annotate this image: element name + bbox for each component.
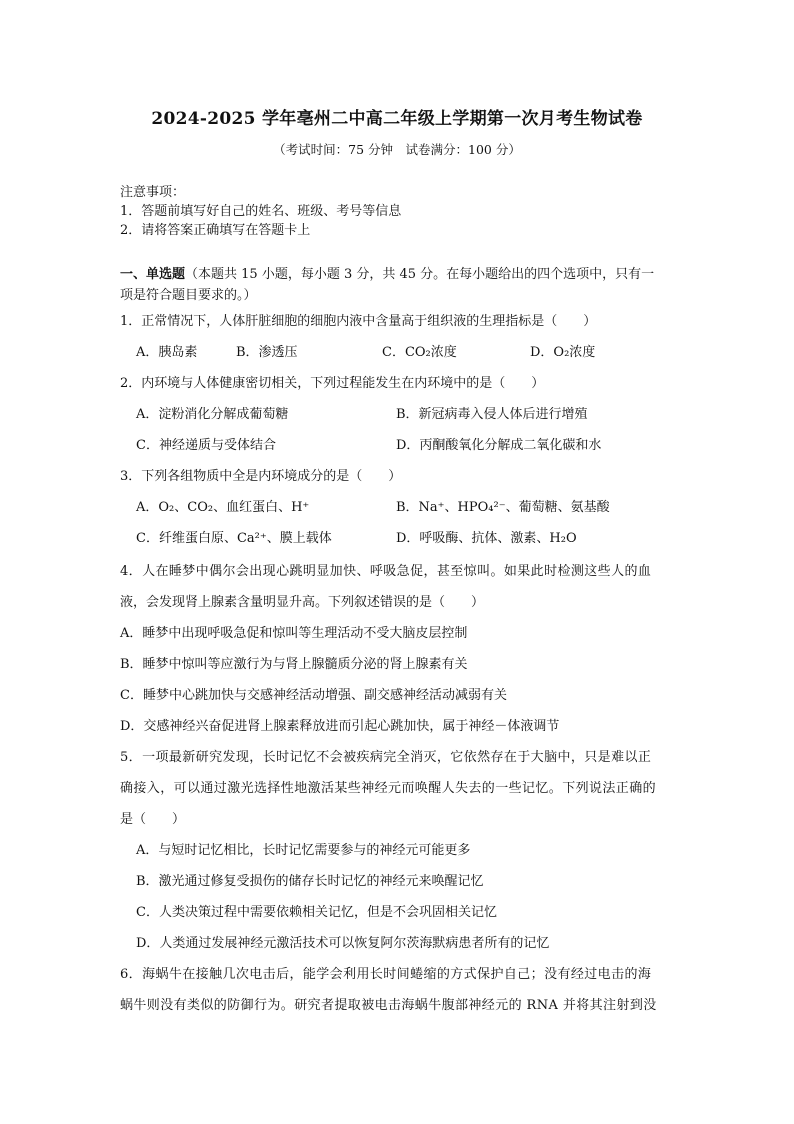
note-item: 2．请将答案正确填写在答题卡上 — [120, 223, 311, 238]
question-1-option-b: B．渗透压 — [236, 345, 298, 360]
question-4-option-d: D．交感神经兴奋促进肾上腺素释放进而引起心跳加快，属于神经－体液调节 — [120, 719, 560, 734]
question-6-stem-cont: 蜗牛则没有类似的防御行为。研究者提取被电击海蜗牛腹部神经元的 RNA 并将其注射到没 — [120, 998, 657, 1013]
question-5-option-a: A．与短时记忆相比，长时记忆需要参与的神经元可能更多 — [136, 843, 471, 858]
question-5-stem-cont: 确接入，可以通过激光选择性地激活某些神经元而唤醒人失去的一些记忆。下列说法正确的 — [120, 781, 657, 796]
question-5-stem-cont: 是（ ） — [120, 812, 186, 827]
question-6-stem: 6．海蜗牛在接触几次电击后，能学会利用长时间蜷缩的方式保护自己；没有经过电击的海 — [120, 967, 652, 982]
question-3-option-b: B．Na⁺、HPO₄²⁻、葡萄糖、氨基酸 — [396, 500, 610, 515]
question-2-option-c: C．神经递质与受体结合 — [136, 438, 276, 453]
question-2-option-d: D．丙酮酸氧化分解成二氧化碳和水 — [396, 438, 602, 453]
question-1-option-d: D．O₂浓度 — [530, 345, 596, 360]
question-3-option-c: C．纤维蛋白原、Ca²⁺、膜上载体 — [136, 531, 332, 546]
question-2-stem: 2．内环境与人体健康密切相关，下列过程能发生在内环境中的是（ ） — [120, 376, 545, 391]
notes-heading: 注意事项： — [120, 185, 186, 200]
question-2-option-a: A．淀粉消化分解成葡萄糖 — [136, 407, 289, 422]
question-1-option-a: A．胰岛素 — [136, 345, 198, 360]
question-1-stem: 1．正常情况下，人体肝脏细胞的细胞内液中含量高于组织液的生理指标是（ ） — [120, 314, 597, 329]
section-label: 一、单选题 — [120, 267, 186, 282]
question-1-option-c: C．CO₂浓度 — [382, 345, 457, 360]
question-4-option-a: A．睡梦中出现呼吸急促和惊叫等生理活动不受大脑皮层控制 — [120, 626, 468, 641]
question-5-stem: 5．一项最新研究发现，长时记忆不会被疾病完全消灭，它依然存在于大脑中，只是难以正 — [120, 750, 652, 765]
note-item: 1．答题前填写好自己的姓名、班级、考号等信息 — [120, 204, 402, 219]
question-4-option-c: C．睡梦中心跳加快与交感神经活动增强、副交感神经活动减弱有关 — [120, 688, 507, 703]
section-heading — [120, 266, 654, 284]
question-3-stem: 3．下列各组物质中全是内环境成分的是（ ） — [120, 469, 402, 484]
question-2-option-b: B．新冠病毒入侵人体后进行增殖 — [396, 407, 588, 422]
question-5-option-d: D．人类通过发展神经元激活技术可以恢复阿尔茨海默病患者所有的记忆 — [136, 936, 550, 951]
exam-title: 2024-2025 学年亳州二中高二年级上学期第一次月考生物试卷 — [151, 109, 643, 129]
question-3-option-d: D．呼吸酶、抗体、激素、H₂O — [396, 531, 577, 546]
question-5-option-c: C．人类决策过程中需要依赖相关记忆，但是不会巩固相关记忆 — [136, 905, 497, 920]
exam-subtitle: （考试时间：75 分钟 试卷满分：100 分） — [273, 142, 521, 157]
question-4-stem: 4．人在睡梦中偶尔会出现心跳明显加快、呼吸急促，甚至惊叫。如果此时检测这些人的血 — [120, 564, 652, 579]
question-3-option-a: A．O₂、CO₂、血红蛋白、H⁺ — [136, 500, 310, 515]
question-4-option-b: B．睡梦中惊叫等应激行为与肾上腺髓质分泌的肾上腺素有关 — [120, 657, 468, 672]
section-description: （本题共 15 小题，每小题 3 分，共 45 分。在每小题给出的四个选项中，只有一 — [185, 267, 655, 282]
question-4-stem-cont: 液，会发现肾上腺素含量明显升高。下列叙述错误的是（ ） — [120, 595, 485, 610]
question-5-option-b: B．激光通过修复受损伤的储存长时记忆的神经元来唤醒记忆 — [136, 874, 484, 889]
section-description-cont: 项是符合题目要求的。） — [120, 288, 257, 303]
